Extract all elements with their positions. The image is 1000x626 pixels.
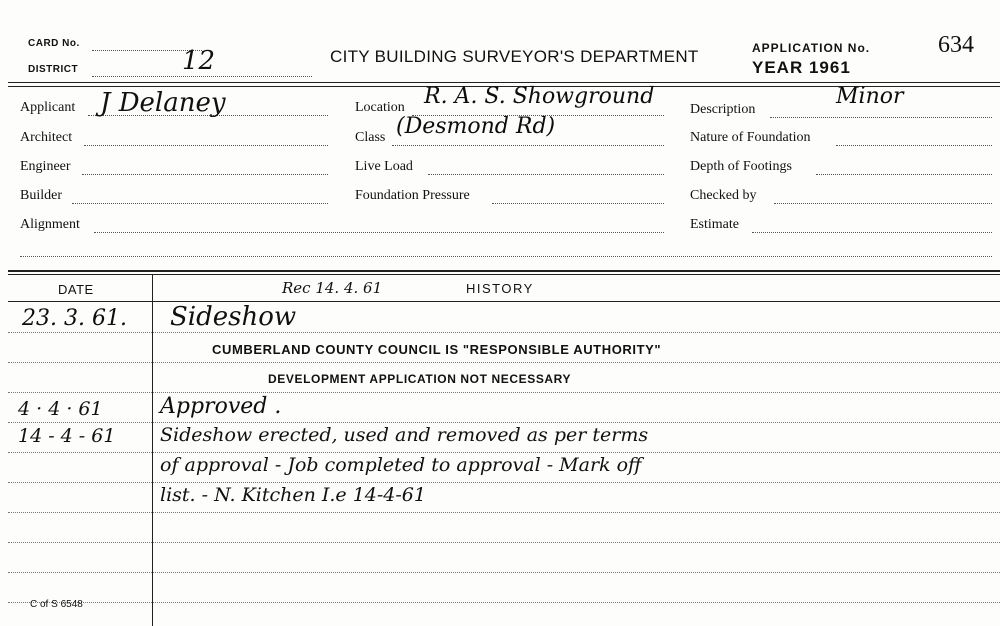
alignment-label: Alignment [20,217,80,232]
description-label: Description [690,102,756,117]
history-header: HISTORY [466,281,534,296]
date-column-divider [152,274,153,626]
department-title: CITY BUILDING SURVEYOR'S DEPARTMENT [330,47,699,66]
row-line [8,392,1000,393]
received-note: Rec 14. 4. 61 [282,279,383,297]
date-header: DATE [58,282,94,297]
entry-text: Sideshow erected, used and removed as per terms [160,424,649,446]
location-label: Location [355,100,405,115]
card-no-label: CARD No. [28,38,80,49]
engineer-line [82,174,328,175]
location-value: R. A. S. Showground [424,84,655,109]
entry-text: Sideshow [170,302,297,332]
row-line [8,362,1000,363]
builder-label: Builder [20,188,62,203]
entry-text: of approval - Job completed to approval - Mark off [160,454,642,476]
class-line [392,145,664,146]
district-line [92,76,312,77]
entry-text: list. - N. Kitchen I.e 14-4-61 [160,484,426,506]
council-stamp: CUMBERLAND COUNTY COUNCIL IS "RESPONSIBLE AUTHORITY" [212,342,662,357]
development-stamp: DEVELOPMENT APPLICATION NOT NECESSARY [268,372,572,386]
description-line [770,117,992,118]
class-label: Class [355,130,386,145]
foundation-pressure-line [492,203,664,204]
entry-date: 14 - 4 - 61 [18,425,116,447]
applicant-label: Applicant [20,100,76,115]
depth-of-footings-line [816,174,992,175]
entry-date: 23. 3. 61. [22,306,127,331]
row-line [8,452,1000,453]
entry-date: 4 · 4 · 61 [18,398,103,420]
header-rule [8,82,1000,83]
entry-text: Approved . [160,394,282,419]
blank-field-line [20,256,992,257]
row-line [8,422,1000,423]
applicant-value: J Delaney [100,88,226,118]
location-value-continued: (Desmond Rd) [396,114,556,139]
depth-of-footings-label: Depth of Footings [690,159,792,174]
form-code: C of S 6548 [30,599,83,610]
row-line [8,482,1000,483]
district-value: 12 [182,46,216,76]
application-number: 634 [938,32,974,58]
district-label: DISTRICT [28,64,79,75]
nature-of-foundation-label: Nature of Foundation [690,130,811,145]
nature-of-foundation-line [836,145,992,146]
row-line [8,602,1000,603]
row-line [8,512,1000,513]
description-value: Minor [836,84,904,109]
estimate-line [752,232,992,233]
history-header-rule [8,301,1000,302]
estimate-label: Estimate [690,217,739,232]
year-label: YEAR 1961 [752,58,851,77]
engineer-label: Engineer [20,159,71,174]
architect-line [84,145,328,146]
checked-by-label: Checked by [690,188,757,203]
checked-by-line [774,203,992,204]
row-line [8,542,1000,543]
architect-label: Architect [20,130,73,145]
row-line [8,572,1000,573]
builder-line [72,203,328,204]
alignment-line [94,232,664,233]
foundation-pressure-label: Foundation Pressure [355,188,470,203]
row-line [8,332,1000,333]
live-load-line [428,174,664,175]
history-top-rule [8,270,1000,272]
live-load-label: Live Load [355,159,413,174]
history-top-rule-2 [8,274,1000,275]
application-no-label: APPLICATION No. [752,41,871,55]
